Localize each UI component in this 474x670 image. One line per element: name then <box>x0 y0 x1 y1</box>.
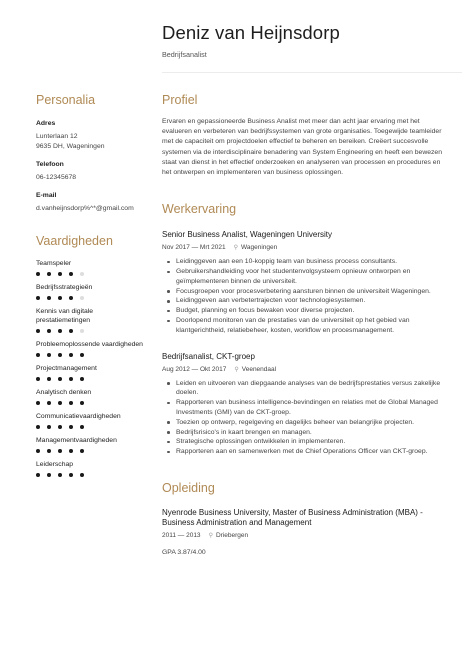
bullet-item: Focusgroepen voor procesverbetering aansturen binnen de universiteit Wageningen. <box>162 287 447 297</box>
bullet-item: Doorlopend monitoren van de prestaties van de universiteit op het gebied van klantgerichtheid, relatiebeheer, kosten, workflow en procesmanagement. <box>162 316 447 336</box>
skill-item <box>36 307 146 333</box>
skill-level-dot <box>80 401 84 405</box>
skill-level-dots <box>36 329 146 333</box>
skill-level-dot <box>47 272 51 276</box>
address-value <box>36 132 146 152</box>
education-title: Nyenrode Business University, Master of Business Administration (MBA) - Business Administration and Management <box>162 507 423 527</box>
skill-level-dots <box>36 272 146 276</box>
skill-level-dot <box>69 425 73 429</box>
skill-level-dot <box>80 272 84 276</box>
skill-level-dot <box>69 401 73 405</box>
bullet-item: Toezien op ontwerp, regelgeving en dagelijks beheer van belangrijke projecten. <box>162 418 447 428</box>
job-meta <box>162 366 447 373</box>
skill-level-dot <box>80 473 84 477</box>
skill-level-dot <box>58 401 62 405</box>
profile-text: Ervaren en gepassioneerde Business Analist met meer dan acht jaar ervaring met het evalueren en verbeteren van bedrijfssystemen van grote organisaties. Toegewijde teamleider met de capaciteit om projectdoelen effectief te beheren en bereiken. Creëert succesvolle systemen via de interdisciplinaire benadering van System Engineering en heeft een bewezen staat van dienst in het effectief onderzoeken en analyseren van processen en procedures en het ontwerpen en implementeren van business oplossingen. <box>162 118 442 177</box>
skill-name: Leiderschap <box>36 461 74 468</box>
bullet-item: Rapporteren van business intelligence-bevindingen en relaties met de Global Managed Investments (GMI) van de CKT-groep. <box>162 398 447 418</box>
bullet-item: Bedrijfsrisico's in kaart brengen en managen. <box>162 428 447 438</box>
skill-item <box>36 259 146 276</box>
main-content <box>162 93 447 556</box>
skill-item <box>36 412 146 429</box>
skill-name: Kennis van digitale prestatiemetingen <box>36 308 94 324</box>
skill-level-dot <box>58 296 62 300</box>
bullet-item: Rapporteren aan en samenwerken met de Chief Operations Officer van CKT-groep. <box>162 447 447 457</box>
job-title: Senior Business Analist, Wageningen University <box>162 230 333 240</box>
education-heading: Opleiding <box>162 480 215 495</box>
skill-item <box>36 364 146 381</box>
bullet-item: Leidinggeven aan een 10-koppig team van business process consultants. <box>162 257 447 267</box>
skill-name: Analytisch denken <box>36 389 92 396</box>
skill-level-dot <box>47 377 51 381</box>
personalia-heading: Personalia <box>36 93 96 107</box>
skill-level-dot <box>80 449 84 453</box>
skill-level-dot <box>69 377 73 381</box>
skill-level-dot <box>58 425 62 429</box>
skill-level-dot <box>47 296 51 300</box>
skill-item <box>36 460 146 477</box>
job-dates: Aug 2012 — Okt 2017 <box>162 365 227 373</box>
job-title-subtitle: Bedrijfsanalist <box>162 50 207 59</box>
job-entry <box>162 230 447 335</box>
candidate-name: Deniz van Heijnsdorp <box>162 22 340 43</box>
skill-level-dot <box>47 401 51 405</box>
skill-level-dot <box>58 272 62 276</box>
education-dates: 2011 — 2013 <box>162 531 201 539</box>
skill-level-dot <box>47 329 51 333</box>
skill-level-dot <box>80 296 84 300</box>
skill-level-dot <box>69 473 73 477</box>
skill-level-dot <box>80 353 84 357</box>
bullet-item: Strategische oplossingen ontwikkelen in implementeren. <box>162 437 447 447</box>
skills-heading: Vaardigheden <box>36 234 113 248</box>
skill-level-dot <box>69 449 73 453</box>
header-divider <box>162 72 462 73</box>
job-dates: Nov 2017 — Mrt 2021 <box>162 244 226 252</box>
skill-level-dot <box>36 353 40 357</box>
skill-item <box>36 388 146 405</box>
skill-level-dots <box>36 401 146 405</box>
education-gpa: GPA 3.87/4.00 <box>162 548 206 556</box>
skill-level-dot <box>58 449 62 453</box>
skill-level-dot <box>69 329 73 333</box>
location-pin-icon: ⚲ <box>208 532 213 539</box>
skill-level-dot <box>36 449 40 453</box>
skill-name: Probleemoplossende vaardigheden <box>36 341 143 348</box>
bullet-item: Gebruikershandleiding voor het studentenvolgsysteem opnieuw ontworpen en geïmplementeren binnen de universiteit. <box>162 267 447 287</box>
job-entry <box>162 352 447 457</box>
skill-level-dot <box>47 353 51 357</box>
skill-level-dot <box>58 473 62 477</box>
education-meta <box>162 532 447 539</box>
location-pin-icon: ⚲ <box>233 245 238 252</box>
skill-level-dot <box>69 272 73 276</box>
resume-header <box>162 22 462 59</box>
job-location: Veenendaal <box>241 365 277 373</box>
skill-level-dots <box>36 353 146 357</box>
job-meta <box>162 244 447 251</box>
address-line-1: Lunterlaan 12 <box>36 133 78 140</box>
skill-level-dot <box>36 272 40 276</box>
skill-level-dot <box>47 449 51 453</box>
job-bullets <box>162 379 447 457</box>
skill-item <box>36 283 146 300</box>
email-value: d.vanheijnsdorp%^*@gmail.com <box>36 205 134 212</box>
skill-level-dot <box>36 473 40 477</box>
skill-level-dot <box>80 329 84 333</box>
skill-level-dot <box>36 401 40 405</box>
skill-level-dot <box>80 377 84 381</box>
skill-level-dot <box>69 296 73 300</box>
skill-name: Teamspeler <box>36 260 72 267</box>
skill-level-dot <box>36 329 40 333</box>
job-location: Wageningen <box>241 244 278 252</box>
skill-item <box>36 436 146 453</box>
skill-level-dot <box>58 377 62 381</box>
skill-level-dots <box>36 425 146 429</box>
skill-level-dots <box>36 296 146 300</box>
skill-name: Managementvaardigheden <box>36 437 117 444</box>
address-line-2: 9635 DH, Wageningen <box>36 143 105 150</box>
bullet-item: Budget, planning en focus bewaken voor diverse projecten. <box>162 306 447 316</box>
sidebar <box>36 93 146 484</box>
address-label: Adres <box>36 120 56 127</box>
skills-list <box>36 259 146 477</box>
job-title: Bedrijfsanalist, CKT-groep <box>162 351 255 361</box>
phone-label: Telefoon <box>36 161 64 168</box>
location-pin-icon: ⚲ <box>234 366 239 373</box>
skill-level-dot <box>58 353 62 357</box>
email-label: E-mail <box>36 192 57 199</box>
skill-level-dot <box>47 473 51 477</box>
profile-heading: Profiel <box>162 93 198 107</box>
skill-level-dot <box>36 377 40 381</box>
job-bullets <box>162 257 447 335</box>
experience-heading: Werkervaring <box>162 202 237 217</box>
bullet-item: Leidinggeven aan verbetertrajecten voor technologiesystemen. <box>162 296 447 306</box>
skill-level-dot <box>47 425 51 429</box>
skill-name: Communicatievaardigheden <box>36 413 121 420</box>
skill-level-dots <box>36 449 146 453</box>
skill-level-dot <box>58 329 62 333</box>
education-entry <box>162 508 447 556</box>
skill-level-dots <box>36 377 146 381</box>
skill-level-dot <box>36 425 40 429</box>
phone-value: 06-12345678 <box>36 174 77 181</box>
skill-level-dot <box>36 296 40 300</box>
skill-item <box>36 340 146 357</box>
bullet-item: Leiden en uitvoeren van diepgaande analyses van de bedrijfsprestaties versus zakelijke doelen. <box>162 379 447 399</box>
education-location: Driebergen <box>215 531 249 539</box>
skill-name: Bedrijfsstrategieën <box>36 284 93 291</box>
skill-level-dot <box>69 353 73 357</box>
skill-name: Projectmanagement <box>36 365 97 372</box>
skill-level-dot <box>80 425 84 429</box>
skill-level-dots <box>36 473 146 477</box>
